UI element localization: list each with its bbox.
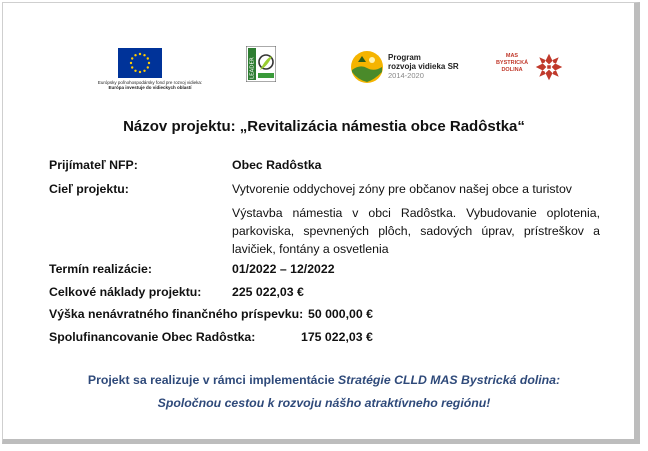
leader-icon <box>246 46 276 82</box>
project-title: Názov projektu: „Revitalizácia námestia obce Radôstka“ <box>123 118 525 135</box>
mas-logo-text <box>492 53 532 74</box>
grant-amount-value: 50 000,00 € <box>308 307 373 321</box>
eu-star <box>148 62 150 64</box>
goal-label: Cieľ projektu: <box>49 182 129 196</box>
prv-emblem-icon <box>350 50 384 84</box>
eu-caption-line1: Európsky poľnohospodársky fond pre rozvoj vidieka: <box>97 80 203 85</box>
eu-star <box>130 62 132 64</box>
recipient-label: Prijímateľ NFP: <box>49 158 138 172</box>
prv-logo-text <box>388 53 459 80</box>
footer-line2 <box>0 396 648 410</box>
cofinancing-value: 175 022,03 € <box>301 330 373 344</box>
mas-ornament-icon <box>534 52 564 82</box>
total-cost-value: 225 022,03 € <box>232 285 304 299</box>
eu-star <box>134 70 136 72</box>
mas-line3: DOLINA <box>501 67 523 73</box>
eu-star <box>131 57 133 59</box>
prv-logo <box>350 50 470 84</box>
eu-star <box>147 66 149 68</box>
grant-amount-label: Výška nenávratného finančného príspevku: <box>49 307 304 321</box>
eu-star <box>134 54 136 56</box>
leader-logo <box>246 46 276 82</box>
footer-line1 <box>0 373 648 387</box>
prv-line2: rozvoja vidieka SR <box>388 62 459 71</box>
mas-line2: BYSTRICKÁ <box>495 60 529 66</box>
mas-bystricka-dolina-logo <box>492 50 572 84</box>
eu-logo-caption <box>90 80 210 90</box>
total-cost-label: Celkové náklady projektu: <box>49 285 202 299</box>
eu-star <box>147 57 149 59</box>
eu-star <box>139 71 141 73</box>
footer-motto: Spoločnou cestou k rozvoju nášho atraktívneho regiónu! <box>157 396 491 410</box>
footer-strategy: Stratégie CLLD MAS Bystrická dolina: <box>338 373 561 387</box>
eu-star <box>131 66 133 68</box>
goal-detail: Výstavba námestia v obci Radôstka. Vybudovanie oplotenia, parkoviska, spevnených plôch, sadových úprav, prístreškov a lavičiek, fontány a osvetlenia <box>232 206 600 256</box>
prv-line1: Program <box>388 53 421 62</box>
eu-flag-icon <box>118 48 162 78</box>
goal-value: Vytvorenie oddychovej zóny pre občanov našej obce a turistov <box>232 182 572 196</box>
prv-years: 2014-2020 <box>388 71 424 80</box>
eu-star <box>139 53 141 55</box>
cofinancing-label: Spolufinancovanie Obec Radôstka: <box>49 330 256 344</box>
eu-star <box>143 54 145 56</box>
logo-bar <box>0 44 648 94</box>
eu-caption-line2: Európa investuje do vidieckych oblastí <box>108 85 192 90</box>
leader-logo-text: LEADER <box>249 57 256 79</box>
term-label: Termín realizácie: <box>49 262 152 276</box>
footer-prefix: Projekt sa realizuje v rámci implementácie <box>87 373 339 387</box>
mas-line1: MAS <box>505 53 519 59</box>
recipient-value: Obec Radôstka <box>232 158 322 172</box>
eu-star <box>143 70 145 72</box>
term-value: 01/2022 – 12/2022 <box>232 262 335 276</box>
